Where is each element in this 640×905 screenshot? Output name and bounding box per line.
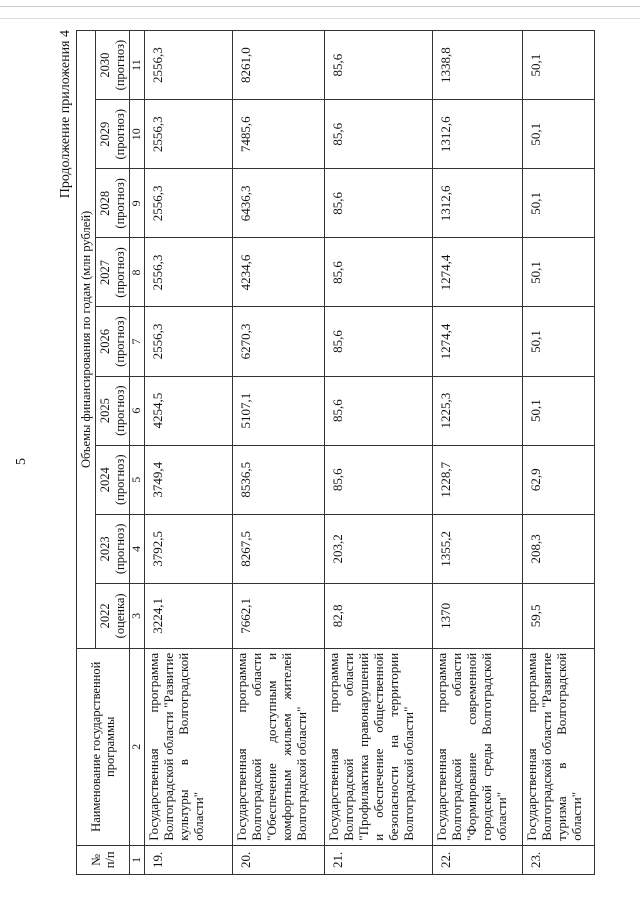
value-cell: 50,1 bbox=[522, 169, 594, 238]
value-cell: 6270,3 bbox=[232, 307, 324, 376]
value-cell: 1274,4 bbox=[432, 238, 522, 307]
year-header: 2026 (прогноз) bbox=[96, 307, 130, 376]
column-number: 8 bbox=[130, 238, 145, 307]
value-cell: 85,6 bbox=[324, 100, 432, 169]
program-name: Государственная программа Волгоградской области "Развитие культуры в Волгоградской области" bbox=[144, 648, 232, 845]
column-number: 3 bbox=[130, 583, 145, 648]
program-name: Государственная программа Волгоградской области "Развитие туризма в Волгоградской области" bbox=[522, 648, 594, 845]
header-row bbox=[77, 31, 96, 875]
value-cell: 1274,4 bbox=[432, 307, 522, 376]
value-cell: 1225,3 bbox=[432, 376, 522, 445]
value-cell: 7485,6 bbox=[232, 100, 324, 169]
column-number: 2 bbox=[130, 648, 145, 845]
page-number: 5 bbox=[14, 458, 29, 465]
column-number: 10 bbox=[130, 100, 145, 169]
table-row bbox=[144, 31, 232, 875]
column-number-row bbox=[130, 31, 145, 875]
value-cell: 1312,6 bbox=[432, 100, 522, 169]
value-cell: 4234,6 bbox=[232, 238, 324, 307]
value-cell: 85,6 bbox=[324, 445, 432, 514]
value-cell: 3749,4 bbox=[144, 445, 232, 514]
program-name: Государственная программа Волгоградской области "Формирование современной городской среды Волгоградской области" bbox=[432, 648, 522, 845]
table-row bbox=[432, 31, 522, 875]
column-number: 5 bbox=[130, 445, 145, 514]
appendix-note: Продолжение приложения 4 bbox=[58, 30, 73, 199]
column-number: 1 bbox=[130, 845, 145, 874]
year-header: 2025 (прогноз) bbox=[96, 376, 130, 445]
value-cell: 50,1 bbox=[522, 31, 594, 100]
year-header: 2024 (прогноз) bbox=[96, 445, 130, 514]
value-cell: 1355,2 bbox=[432, 514, 522, 583]
program-name: Государственная программа Волгоградской области "Профилактика правонарушений и обеспечение общественной безопасности на территории Волгоградской области" bbox=[324, 648, 432, 845]
value-cell: 8267,5 bbox=[232, 514, 324, 583]
row-number: 22. bbox=[432, 845, 522, 874]
value-cell: 2556,3 bbox=[144, 31, 232, 100]
column-number: 6 bbox=[130, 376, 145, 445]
row-number: 20. bbox=[232, 845, 324, 874]
value-cell: 1370 bbox=[432, 583, 522, 648]
value-cell: 203,2 bbox=[324, 514, 432, 583]
table-row bbox=[232, 31, 324, 875]
value-cell: 7662,1 bbox=[232, 583, 324, 648]
year-header: 2027 (прогноз) bbox=[96, 238, 130, 307]
value-cell: 1338,8 bbox=[432, 31, 522, 100]
value-cell: 5107,1 bbox=[232, 376, 324, 445]
year-header: 2028 (прогноз) bbox=[96, 169, 130, 238]
value-cell: 82,8 bbox=[324, 583, 432, 648]
column-number: 4 bbox=[130, 514, 145, 583]
header-funding: Объемы финансирования по годам (млн рублей) bbox=[77, 31, 96, 649]
year-header: 2029 (прогноз) bbox=[96, 100, 130, 169]
value-cell: 85,6 bbox=[324, 169, 432, 238]
value-cell: 208,3 bbox=[522, 514, 594, 583]
header-no: № п/п bbox=[77, 845, 130, 874]
value-cell: 50,1 bbox=[522, 307, 594, 376]
value-cell: 6436,3 bbox=[232, 169, 324, 238]
header-name: Наименование государственной программы bbox=[77, 648, 130, 845]
row-number: 21. bbox=[324, 845, 432, 874]
value-cell: 85,6 bbox=[324, 376, 432, 445]
value-cell: 4254,5 bbox=[144, 376, 232, 445]
column-number: 11 bbox=[130, 31, 145, 100]
column-number: 9 bbox=[130, 169, 145, 238]
column-number: 7 bbox=[130, 307, 145, 376]
value-cell: 85,6 bbox=[324, 31, 432, 100]
year-header: 2022 (оценка) bbox=[96, 583, 130, 648]
value-cell: 1312,6 bbox=[432, 169, 522, 238]
value-cell: 50,1 bbox=[522, 376, 594, 445]
value-cell: 2556,3 bbox=[144, 238, 232, 307]
row-number: 23. bbox=[522, 845, 594, 874]
value-cell: 59,5 bbox=[522, 583, 594, 648]
value-cell: 1228,7 bbox=[432, 445, 522, 514]
value-cell: 85,6 bbox=[324, 238, 432, 307]
table-row bbox=[522, 31, 594, 875]
value-cell: 8261,0 bbox=[232, 31, 324, 100]
value-cell: 8536,5 bbox=[232, 445, 324, 514]
funding-table bbox=[76, 30, 595, 875]
value-cell: 85,6 bbox=[324, 307, 432, 376]
program-name: Государственная программа Волгоградской области "Обеспечение доступным и комфортным жильем жителей Волгоградской области" bbox=[232, 648, 324, 845]
year-header: 2023 (прогноз) bbox=[96, 514, 130, 583]
value-cell: 3792,5 bbox=[144, 514, 232, 583]
value-cell: 62,9 bbox=[522, 445, 594, 514]
year-header: 2030 (прогноз) bbox=[96, 31, 130, 100]
row-number: 19. bbox=[144, 845, 232, 874]
table-row bbox=[324, 31, 432, 875]
value-cell: 2556,3 bbox=[144, 169, 232, 238]
value-cell: 2556,3 bbox=[144, 100, 232, 169]
value-cell: 2556,3 bbox=[144, 307, 232, 376]
value-cell: 50,1 bbox=[522, 100, 594, 169]
value-cell: 3224,1 bbox=[144, 583, 232, 648]
value-cell: 50,1 bbox=[522, 238, 594, 307]
